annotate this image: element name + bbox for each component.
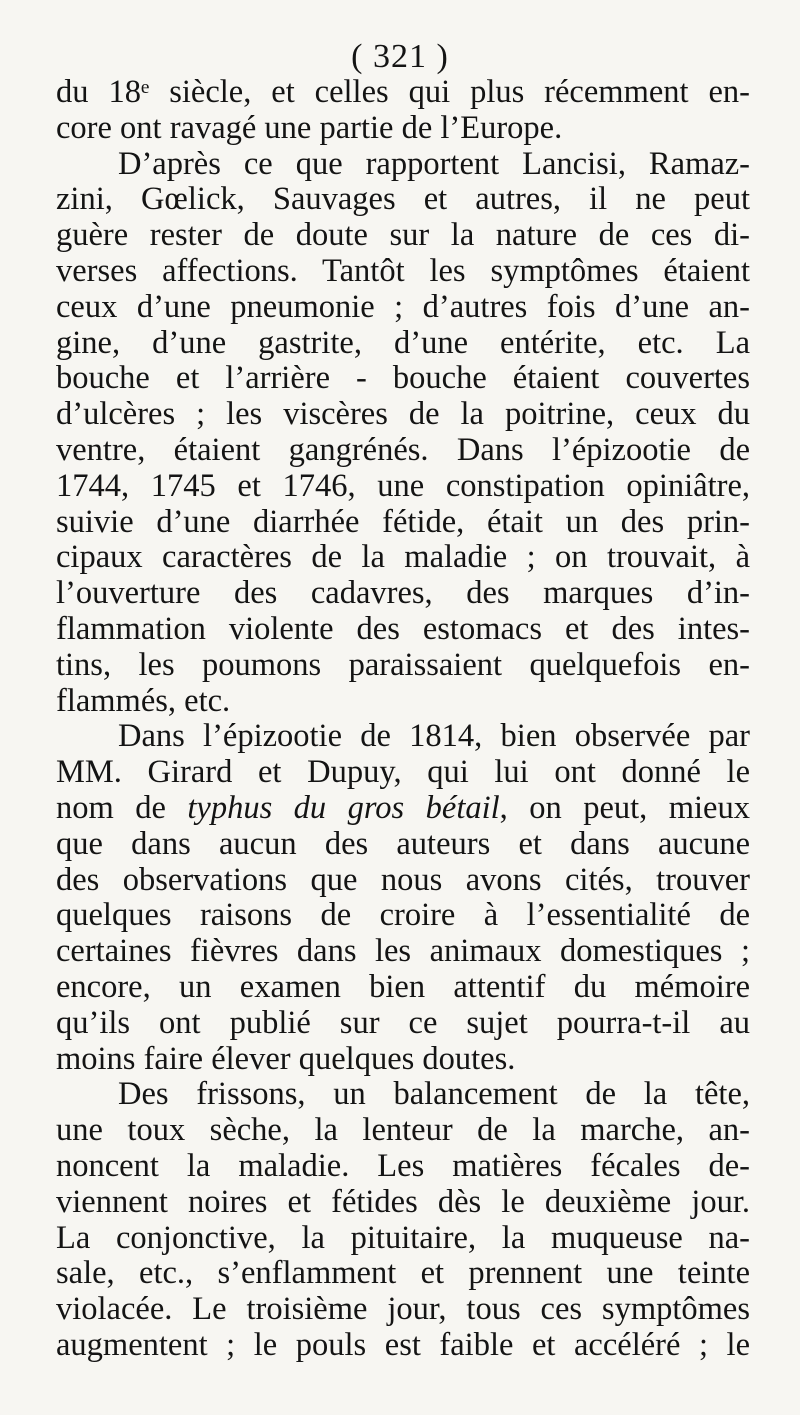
text-line: qu’ils ont publié sur ce sujet pourra-t-il au	[56, 1004, 750, 1041]
body-text	[56, 75, 750, 1364]
text-line: bouche et l’arrière - bouche étaient couvertes	[56, 360, 750, 397]
text-line: guère rester de doute sur la nature de ces di-	[56, 217, 750, 254]
text-line: que dans aucun des auteurs et dans aucune	[56, 825, 750, 862]
text-line: cipaux caractères de la maladie ; on trouvait, à	[56, 539, 750, 576]
text-line: violacée. Le troisième jour, tous ces symptômes	[56, 1291, 750, 1328]
page-number: ( 321 )	[351, 38, 449, 75]
text-line: flammés, etc.	[56, 682, 231, 719]
text-line: viennent noires et fétides dès le deuxième jour.	[56, 1183, 750, 1220]
text-line-with-italic	[56, 791, 750, 827]
text-line: moins faire élever quelques doutes.	[56, 1040, 516, 1077]
text-line: zini, Gœlick, Sauvages et autres, il ne peut	[56, 181, 750, 218]
text-line: ceux d’une pneumonie ; d’autres fois d’une an-	[56, 288, 750, 325]
text-line: D’après ce que rapportent Lancisi, Ramaz-	[118, 145, 750, 182]
text-line: encore, un examen bien attentif du mémoire	[56, 968, 750, 1005]
text-line: des observations que nous avons cités, trouver	[56, 861, 750, 898]
text-fragment: , on peut, mieux	[499, 789, 750, 826]
text-line: Dans l’épizootie de 1814, bien observée par	[118, 718, 750, 755]
text-line: suivie d’une diarrhée fétide, était un des prin-	[56, 503, 750, 540]
text-line: core ont ravagé une partie de l’Europe.	[56, 109, 563, 146]
text-line: gine, d’une gastrite, d’une entérite, etc. La	[56, 324, 750, 361]
text-line: du 18ᵉ siècle, et celles qui plus récemment en-	[56, 74, 750, 110]
text-line: La conjonctive, la pituitaire, la muqueuse na-	[56, 1219, 750, 1256]
text-line: d’ulcères ; les viscères de la poitrine, ceux du	[56, 396, 750, 433]
text-line: verses affections. Tantôt les symptômes étaient	[56, 252, 750, 289]
text-line: noncent la maladie. Les matières fécales de-	[56, 1147, 750, 1184]
text-line: 1744, 1745 et 1746, une constipation opiniâtre,	[56, 467, 750, 504]
text-line: tins, les poumons paraissaient quelquefois en-	[56, 646, 750, 683]
text-line: sale, etc., s’enflamment et prennent une teinte	[56, 1255, 750, 1292]
text-line: flammation violente des estomacs et des intes-	[56, 610, 750, 647]
text-line: une toux sèche, la lenteur de la marche, an-	[56, 1112, 750, 1149]
text-line: augmentent ; le pouls est faible et accéléré ; le	[56, 1326, 750, 1363]
text-line: l’ouverture des cadavres, des marques d’in-	[56, 575, 750, 612]
text-line: MM. Girard et Dupuy, qui lui ont donné le	[56, 754, 750, 791]
text-fragment: nom de	[56, 789, 188, 826]
text-line: ventre, étaient gangrénés. Dans l’épizootie de	[56, 431, 750, 468]
text-line: quelques raisons de croire à l’essentialité de	[56, 897, 750, 934]
text-line: Des frissons, un balancement de la tête,	[118, 1076, 750, 1113]
text-line: certaines fièvres dans les animaux domestiques ;	[56, 933, 750, 970]
italic-term: typhus du gros bétail	[187, 789, 500, 826]
